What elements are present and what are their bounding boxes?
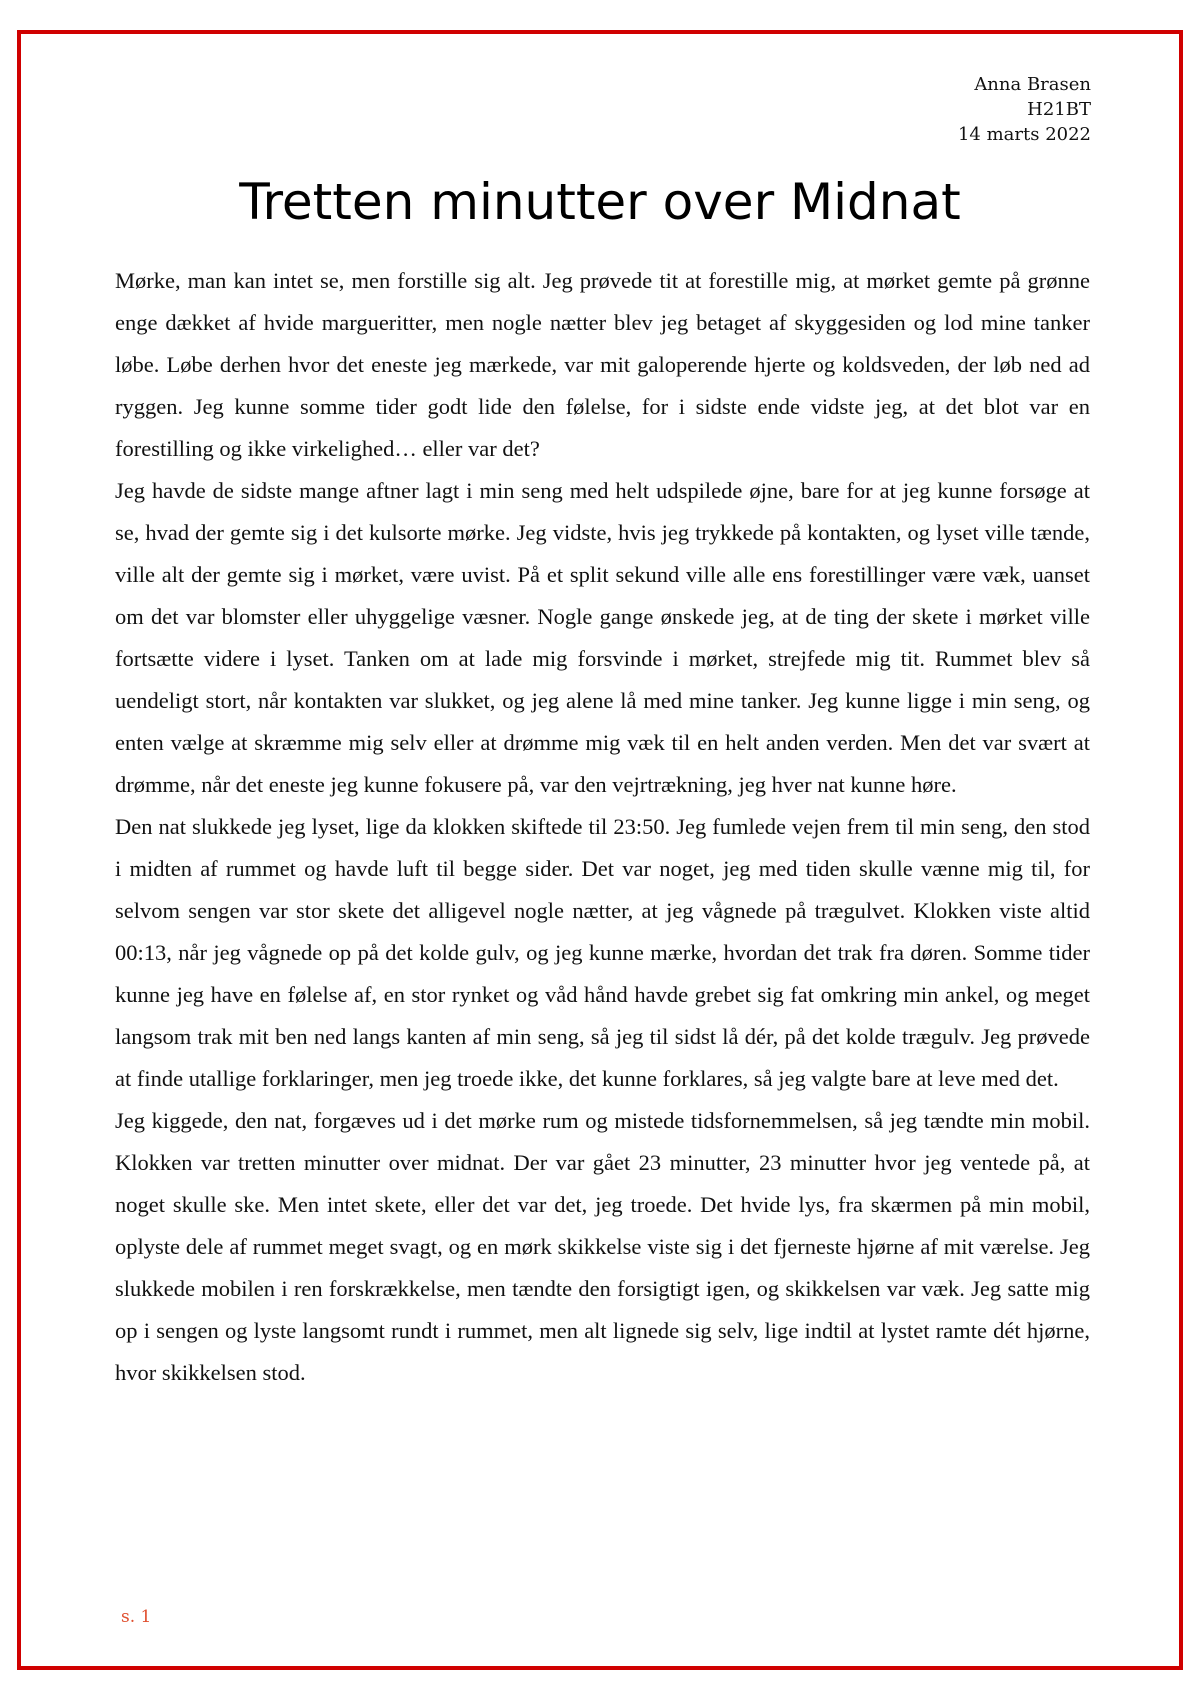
paragraph-1: Mørke, man kan intet se, men forstille sig alt. Jeg prøvede tit at forestille mig, at mørket gemte på grønne enge dækket af hvide margueritter, men nogle nætter blev jeg betaget af skyggesiden og lod mine tanker løbe. Løbe derhen hvor det eneste jeg mærkede, var mit galoperende hjerte og koldsveden, der løb ned ad ryggen. Jeg kunne somme tider godt lide den følelse, for i sidste ende vidste jeg, at det blot var en forestilling og ikke virkelighed… eller var det?: [115, 268, 1090, 461]
document-date: 14 marts 2022: [957, 124, 1091, 145]
document-title: Tretten minutter over Midnat: [239, 173, 961, 231]
class-code: H21BT: [1027, 99, 1091, 120]
paragraph-2: Jeg havde de sidste mange aftner lagt i min seng med helt udspilede øjne, bare for at jeg kunne forsøge at se, hvad der gemte sig i det kulsorte mørke. Jeg vidste, hvis jeg trykkede på kontakten, og lyset ville tænde, ville alt der gemte sig i mørket, være uvist. På et split sekund ville alle ens forestillinger være væk, uanset om det var blomster eller uhyggelige væsner. Nogle gange ønskede jeg, at de ting der skete i mørket ville fortsætte videre i lyset. Tanken om at lade mig forsvinde i mørket, strejfede mig tit. Rummet blev så uendeligt stort, når kontakten var slukket, og jeg alene lå med mine tanker. Jeg kunne ligge i min seng, og enten vælge at skræmme mig selv eller at drømme mig væk til en helt anden verden. Men det var svært at drømme, når det eneste jeg kunne fokusere på, var den vejrtrækning, jeg hver nat kunne høre.: [115, 478, 1090, 797]
document-body: [115, 260, 1090, 1394]
author-block: [958, 72, 1091, 147]
paragraph-4: Jeg kiggede, den nat, forgæves ud i det mørke rum og mistede tidsfornemmelsen, så jeg tændte min mobil. Klokken var tretten minutter over midnat. Der var gået 23 minutter, 23 minutter hvor jeg ventede på, at noget skulle ske. Men intet skete, eller det var det, jeg troede. Det hvide lys, fra skærmen på min mobil, oplyste dele af rummet meget svagt, og en mørk skikkelse viste sig i det fjerneste hjørne af mit værelse. Jeg slukkede mobilen i ren forskrækkelse, men tændte den forsigtigt igen, og skikkelsen var væk. Jeg satte mig op i sengen og lyste langsomt rundt i rummet, men alt lignede sig selv, lige indtil at lystet ramte dét hjørne, hvor skikkelsen stod.: [115, 1108, 1090, 1385]
paragraph-3: Den nat slukkede jeg lyset, lige da klokken skiftede til 23:50. Jeg fumlede vejen frem til min seng, den stod i midten af rummet og havde luft til begge sider. Det var noget, jeg med tiden skulle vænne mig til, for selvom sengen var stor skete det alligevel nogle nætter, at jeg vågnede på trægulvet. Klokken viste altid 00:13, når jeg vågnede op på det kolde gulv, og jeg kunne mærke, hvordan det trak fra døren. Somme tider kunne jeg have en følelse af, en stor rynket og våd hånd havde grebet sig fat omkring min ankel, og meget langsom trak mit ben ned langs kanten af min seng, så jeg til sidst lå dér, på det kolde trægulv. Jeg prøvede at finde utallige forklaringer, men jeg troede ikke, det kunne forklares, så jeg valgte bare at leve med det.: [115, 814, 1090, 1091]
page-number: s. 1: [121, 1607, 152, 1627]
author-name: Anna Brasen: [974, 74, 1091, 95]
